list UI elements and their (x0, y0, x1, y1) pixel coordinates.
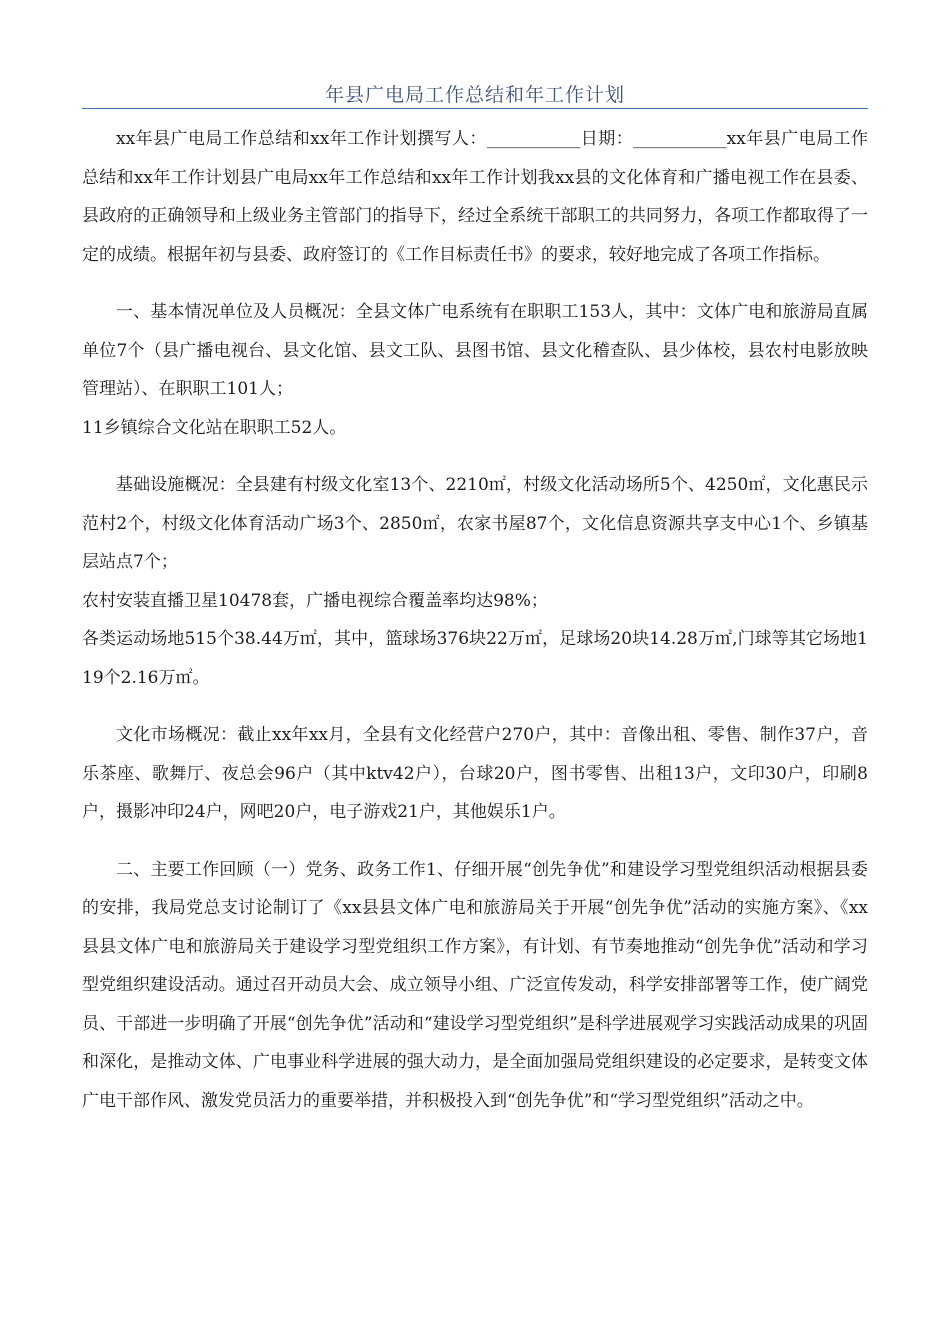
paragraph-culture-market: 文化市场概况：截止xx年xx月，全县有文化经营户270户，其中：音像出租、零售、制作37户，音乐茶座、歌舞厅、夜总会96户（其中ktv42户），台球20户，图书零售、出租13户，文印30户，印刷8户，摄影冲印24户，网吧20户，电子游戏21户，其他娱乐1户。 (82, 725, 868, 822)
paragraph-satellite: 农村安装直播卫星10478套，广播电视综合覆盖率均达98%； (82, 590, 548, 611)
paragraph-township-stations: 11乡镇综合文化站在职职工52人。 (82, 417, 347, 438)
paragraph-basic-info: 一、基本情况单位及人员概况：全县文体广电系统有在职职工153人，其中：文体广电和旅游局直属单位7个（县广播电视台、县文化馆、县文工队、县图书馆、县文化稽查队、县少体校，县农村电影放映管理站）、在职职工101人； (82, 302, 868, 399)
paragraph-work-review: 二、主要工作回顾（一）党务、政务工作1、仔细开展“创先争优”和建设学习型党组织活动根据县委的安排，我局党总支讨论制订了《xx县县文体广电和旅游局关于开展“创先争优”活动的实施方案》、《xx县县文体广电和旅游局关于建设学习型党组织工作方案》，有计划、有节奏地推动“创先争优”活动和学习型党组织建设活动。通过召开动员大会、成立领导小组、广泛宣传发动，科学安排部署等工作，使广阔党员、干部进一步明确了开展“创先争优”活动和“建设学习型党组织”是科学进展观学习实践活动成果的巩固和深化，是推动文体、广电事业科学进展的强大动力，是全面加强局党组织建设的必定要求，是转变文体广电干部作风、激发党员活力的重要举措，并积极投入到“创先争优”和“学习型党组织”活动之中。 (82, 859, 868, 1111)
paragraph-intro: xx年县广电局工作总结和xx年工作计划撰写人：___________日期：___________xx年县广电局工作总结和xx年工作计划县广电局xx年工作总结和xx年工作计划我xx县的文化体育和广播电视工作在县委、县政府的正确领导和上级业务主管部门的指导下，经过全系统干部职工的共同努力，各项工作都取得了一定的成绩。根据年初与县委、政府签订的《工作目标责任书》的要求，较好地完成了各项工作指标。 (82, 129, 868, 265)
title-divider (82, 108, 868, 109)
paragraph-sports-venues: 各类运动场地515个38.44万㎡，其中，篮球场376块22万㎡，足球场20块14.28万㎡,门球等其它场地119个2.16万㎡。 (82, 629, 868, 688)
document-body (82, 120, 868, 1120)
document-title: 年县广电局工作总结和年工作计划 (324, 84, 625, 106)
paragraph-infrastructure: 基础设施概况：全县建有村级文化室13个、2210㎡，村级文化活动场所5个、4250㎡，文化惠民示范村2个，村级文化体育活动广场3个、2850㎡，农家书屋87个，文化信息资源共享支中心1个、乡镇基层站点7个； (82, 475, 868, 572)
